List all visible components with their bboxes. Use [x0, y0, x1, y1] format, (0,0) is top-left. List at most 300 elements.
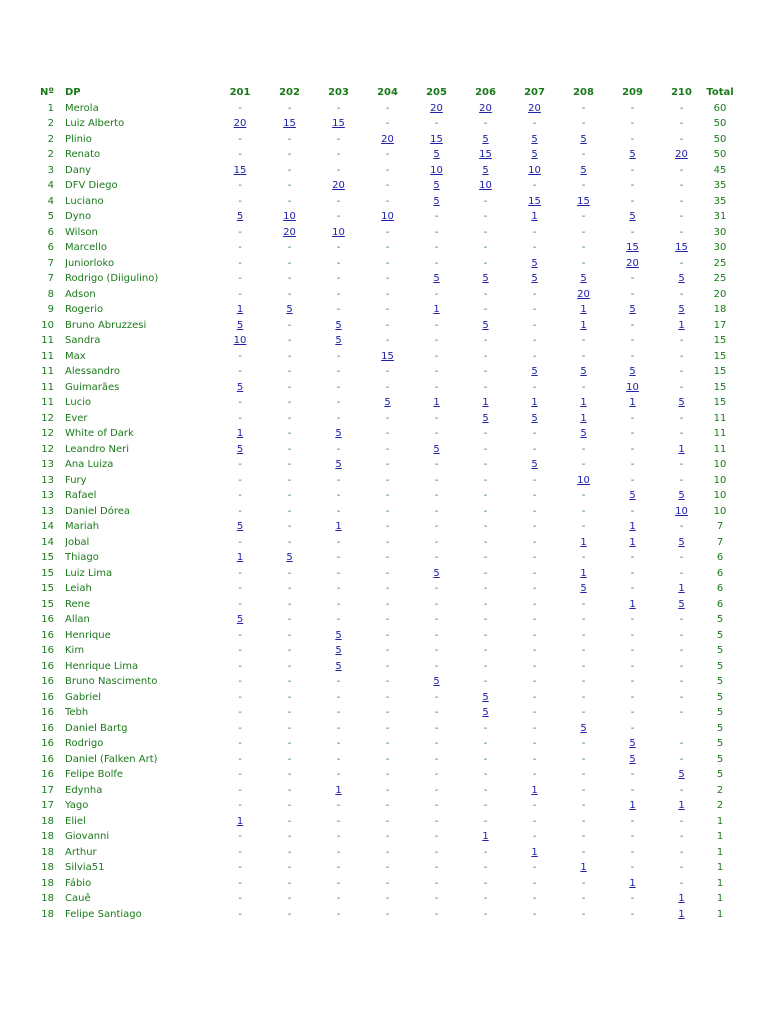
score-link[interactable]: 1 [580, 862, 587, 873]
score-link[interactable]: 1 [678, 443, 685, 455]
score-link[interactable]: 5 [580, 722, 587, 734]
position-cell: 16 [41, 707, 54, 718]
total-cell: 6 [716, 583, 724, 594]
score-cell [657, 163, 706, 179]
score-empty: - [630, 567, 635, 579]
score-empty: - [630, 893, 635, 904]
score-cell [314, 581, 363, 597]
score-cell [314, 907, 363, 923]
score-empty: - [434, 412, 439, 424]
score-cell [461, 860, 510, 876]
score-link[interactable]: 1 [433, 304, 440, 315]
score-link[interactable]: 15 [479, 149, 492, 160]
score-link[interactable]: 5 [433, 273, 440, 284]
score-link[interactable]: 1 [580, 319, 587, 331]
score-link[interactable]: 1 [531, 784, 538, 796]
score-empty: - [630, 443, 635, 455]
score-link[interactable]: 5 [482, 691, 489, 703]
score-cell [265, 535, 314, 551]
score-link[interactable]: 5 [335, 428, 342, 439]
score-link[interactable]: 5 [531, 257, 538, 269]
score-link[interactable]: 5 [629, 753, 636, 765]
score-empty: - [238, 800, 242, 811]
player-name-cell: Edynha [65, 784, 103, 796]
score-cell [559, 411, 608, 427]
score-empty: - [287, 660, 292, 672]
score-empty: - [630, 552, 635, 563]
score-cell [559, 736, 608, 752]
position-cell: 16 [41, 629, 54, 641]
score-empty: - [336, 443, 341, 455]
score-link[interactable]: 20 [577, 288, 590, 300]
round-header: 202 [279, 87, 300, 98]
score-cell [461, 829, 510, 845]
score-link[interactable]: 15 [626, 242, 639, 253]
score-empty: - [532, 676, 537, 687]
score-empty: - [238, 257, 242, 269]
score-empty: - [483, 722, 488, 734]
table-row [34, 767, 734, 783]
score-cell [363, 287, 412, 303]
score-link[interactable]: 15 [381, 350, 394, 362]
position-cell: 16 [41, 645, 54, 656]
score-empty: - [483, 288, 488, 300]
score-empty: - [630, 614, 635, 625]
score-link[interactable]: 1 [236, 815, 244, 827]
table-row [34, 643, 734, 659]
table-row [34, 597, 734, 613]
score-cell [608, 612, 657, 628]
score-cell [510, 132, 559, 148]
score-cell [559, 519, 608, 535]
score-empty: - [238, 149, 242, 160]
score-link[interactable]: 15 [577, 195, 590, 207]
score-link[interactable]: 1 [335, 521, 342, 532]
score-empty: - [581, 180, 586, 191]
score-link[interactable]: 1 [236, 428, 244, 439]
score-link[interactable]: 1 [580, 412, 587, 424]
score-cell [314, 721, 363, 737]
score-cell [657, 581, 706, 597]
score-cell [412, 891, 461, 907]
score-link[interactable]: 5 [580, 366, 587, 377]
score-link[interactable]: 20 [675, 149, 688, 160]
score-empty: - [532, 428, 537, 439]
score-link[interactable]: 10 [332, 226, 345, 238]
score-link[interactable]: 5 [236, 614, 244, 625]
score-cell [657, 519, 706, 535]
score-link[interactable]: 15 [675, 242, 688, 253]
score-empty: - [679, 350, 684, 362]
score-empty: - [238, 273, 242, 284]
score-link[interactable]: 1 [335, 784, 342, 796]
score-empty: - [336, 707, 341, 718]
score-link[interactable]: 5 [531, 149, 538, 160]
score-empty: - [385, 505, 390, 517]
score-cell [608, 240, 657, 256]
score-cell [608, 287, 657, 303]
score-cell [510, 891, 559, 907]
score-cell [412, 473, 461, 489]
score-link[interactable]: 5 [236, 381, 244, 393]
score-link[interactable]: 10 [381, 211, 394, 222]
score-link[interactable]: 20 [381, 133, 394, 145]
score-link[interactable]: 5 [531, 412, 538, 424]
score-cell [363, 767, 412, 783]
position-cell: 16 [41, 769, 54, 780]
score-link[interactable]: 5 [531, 459, 538, 470]
table-row [34, 132, 734, 148]
score-link[interactable]: 5 [335, 645, 342, 656]
score-link[interactable]: 1 [580, 536, 587, 548]
position-cell: 7 [47, 273, 54, 284]
score-cell [608, 814, 657, 830]
score-link[interactable]: 10 [577, 474, 590, 486]
score-cell [363, 101, 412, 117]
score-link[interactable]: 5 [433, 180, 440, 191]
score-cell [510, 690, 559, 706]
score-link[interactable]: 1 [678, 908, 685, 920]
score-cell [412, 783, 461, 799]
score-empty: - [385, 583, 390, 594]
score-link[interactable]: 1 [580, 397, 587, 408]
score-link[interactable]: 1 [531, 846, 538, 858]
score-empty: - [434, 629, 439, 641]
score-empty: - [238, 490, 242, 501]
score-cell [412, 442, 461, 458]
score-link[interactable]: 5 [580, 273, 587, 284]
player-name-cell: Leandro Neri [65, 443, 130, 455]
score-link[interactable]: 5 [580, 428, 587, 439]
score-link[interactable]: 5 [629, 738, 636, 749]
score-empty: - [581, 831, 586, 842]
score-link[interactable]: 5 [629, 490, 636, 501]
score-empty: - [385, 552, 390, 563]
score-link[interactable]: 1 [629, 536, 636, 548]
score-cell [314, 473, 363, 489]
score-link[interactable]: 5 [678, 536, 685, 548]
score-empty: - [532, 567, 537, 579]
score-cell [657, 101, 706, 117]
score-cell [215, 597, 265, 613]
score-empty: - [679, 164, 684, 176]
score-link[interactable]: 5 [236, 521, 244, 532]
score-link[interactable]: 1 [482, 397, 489, 408]
score-link[interactable]: 5 [580, 583, 587, 594]
score-cell [314, 488, 363, 504]
score-cell [608, 566, 657, 582]
table-row [34, 240, 734, 256]
table-row [34, 736, 734, 752]
score-empty: - [238, 459, 242, 470]
score-link[interactable]: 1 [629, 521, 636, 532]
score-link[interactable]: 5 [335, 660, 342, 672]
score-link[interactable]: 10 [675, 505, 688, 517]
score-link[interactable]: 1 [580, 567, 587, 579]
score-link[interactable]: 10 [528, 164, 541, 176]
score-cell [265, 690, 314, 706]
score-empty: - [238, 831, 242, 842]
score-link[interactable]: 20 [283, 226, 296, 238]
score-cell [657, 876, 706, 892]
score-cell [510, 550, 559, 566]
total-cell: 2 [716, 784, 724, 796]
player-name-cell: Bruno Abruzzesi [65, 319, 147, 331]
score-cell [215, 566, 265, 582]
score-cell [314, 535, 363, 551]
score-cell [363, 302, 412, 318]
score-empty: - [336, 195, 341, 207]
score-cell [265, 612, 314, 628]
score-cell [608, 659, 657, 675]
player-name-cell: Yago [65, 800, 89, 811]
score-empty: - [679, 366, 684, 377]
score-empty: - [630, 335, 635, 346]
score-empty: - [385, 784, 390, 796]
score-link[interactable]: 5 [531, 133, 538, 145]
score-cell [215, 395, 265, 411]
score-empty: - [336, 583, 341, 594]
score-link[interactable]: 1 [678, 583, 685, 594]
score-cell [608, 581, 657, 597]
score-link[interactable]: 5 [286, 552, 293, 563]
score-link[interactable]: 1 [580, 304, 587, 315]
score-cell [657, 597, 706, 613]
score-link[interactable]: 20 [479, 102, 492, 114]
score-cell [559, 612, 608, 628]
score-empty: - [336, 273, 341, 284]
score-link[interactable]: 20 [233, 118, 247, 129]
score-link[interactable]: 1 [531, 211, 538, 222]
score-empty: - [385, 335, 390, 346]
score-link[interactable]: 1 [629, 877, 636, 889]
score-link[interactable]: 5 [531, 366, 538, 377]
score-empty: - [385, 226, 390, 238]
score-link[interactable]: 20 [528, 102, 541, 114]
score-cell [461, 690, 510, 706]
score-link[interactable]: 5 [482, 273, 489, 284]
score-cell [608, 457, 657, 473]
score-link[interactable]: 15 [283, 118, 296, 129]
score-cell [461, 535, 510, 551]
score-empty: - [336, 722, 341, 734]
score-cell [657, 891, 706, 907]
score-link[interactable]: 15 [430, 133, 443, 145]
score-link[interactable]: 1 [629, 598, 636, 610]
score-cell [461, 333, 510, 349]
score-link[interactable]: 5 [629, 366, 636, 377]
score-empty: - [679, 180, 684, 191]
score-cell [215, 302, 265, 318]
score-cell [314, 287, 363, 303]
score-empty: - [238, 350, 242, 362]
score-cell [608, 132, 657, 148]
score-link[interactable]: 5 [433, 149, 440, 160]
score-cell [461, 907, 510, 923]
table-row [34, 535, 734, 551]
score-link[interactable]: 5 [629, 211, 636, 222]
score-link[interactable]: 1 [531, 397, 538, 408]
score-cell [461, 116, 510, 132]
score-cell [314, 860, 363, 876]
score-link[interactable]: 5 [286, 304, 293, 315]
score-cell [314, 566, 363, 582]
score-cell [363, 163, 412, 179]
score-cell [265, 256, 314, 272]
score-empty: - [581, 335, 586, 346]
score-link[interactable]: 5 [629, 304, 636, 315]
score-link[interactable]: 5 [629, 149, 636, 160]
score-cell [608, 256, 657, 272]
score-link[interactable]: 5 [678, 769, 685, 780]
score-link[interactable]: 5 [482, 164, 489, 176]
score-empty: - [238, 893, 242, 904]
score-link[interactable]: 5 [236, 443, 244, 455]
score-link[interactable]: 5 [580, 133, 587, 145]
score-empty: - [581, 769, 586, 780]
score-cell [559, 302, 608, 318]
score-empty: - [336, 753, 341, 765]
score-cell [559, 550, 608, 566]
score-link[interactable]: 5 [482, 319, 489, 331]
score-link[interactable]: 5 [384, 397, 391, 408]
score-link[interactable]: 5 [433, 195, 440, 207]
score-link[interactable]: 10 [283, 211, 296, 222]
score-link[interactable]: 10 [233, 335, 247, 346]
score-link[interactable]: 5 [433, 443, 440, 455]
score-link[interactable]: 5 [236, 319, 244, 331]
player-name-cell: Ever [65, 412, 88, 424]
score-empty: - [287, 428, 292, 439]
score-link[interactable]: 1 [236, 552, 244, 563]
score-cell [265, 876, 314, 892]
score-empty: - [238, 629, 242, 641]
total-cell: 15 [713, 335, 727, 346]
score-cell [510, 101, 559, 117]
score-empty: - [532, 877, 537, 889]
score-cell [265, 643, 314, 659]
score-link[interactable]: 1 [629, 397, 636, 408]
score-link[interactable]: 5 [678, 273, 685, 284]
score-cell [412, 876, 461, 892]
score-cell [608, 736, 657, 752]
score-link[interactable]: 5 [335, 459, 342, 470]
score-empty: - [483, 335, 488, 346]
score-empty: - [385, 459, 390, 470]
score-cell [363, 225, 412, 241]
score-cell [215, 628, 265, 644]
score-cell [363, 550, 412, 566]
score-cell [608, 829, 657, 845]
score-link[interactable]: 1 [678, 893, 685, 904]
score-link[interactable]: 20 [430, 102, 443, 114]
score-cell [265, 798, 314, 814]
score-cell [265, 659, 314, 675]
score-empty: - [581, 459, 586, 470]
score-link[interactable]: 5 [580, 164, 587, 176]
score-link[interactable]: 5 [482, 133, 489, 145]
score-link[interactable]: 5 [433, 567, 440, 579]
round-header: 204 [377, 87, 398, 98]
table-row [34, 504, 734, 520]
score-link[interactable]: 5 [678, 490, 685, 501]
score-link[interactable]: 10 [430, 164, 443, 176]
score-link[interactable]: 5 [335, 335, 342, 346]
score-link[interactable]: 1 [433, 397, 440, 408]
score-empty: - [336, 877, 341, 889]
player-name-cell: Adson [65, 288, 96, 300]
score-link[interactable]: 5 [678, 397, 685, 408]
score-empty: - [287, 505, 292, 517]
score-link[interactable]: 15 [233, 164, 247, 176]
score-empty: - [581, 738, 586, 749]
score-empty: - [630, 133, 635, 145]
score-link[interactable]: 5 [433, 676, 440, 687]
position-cell: 17 [41, 784, 54, 796]
score-link[interactable]: 20 [626, 257, 639, 269]
score-link[interactable]: 5 [236, 211, 244, 222]
score-link[interactable]: 10 [626, 381, 639, 393]
score-empty: - [336, 149, 341, 160]
table-row [34, 519, 734, 535]
score-link[interactable]: 5 [482, 412, 489, 424]
round-header: 205 [426, 87, 447, 98]
score-empty: - [581, 381, 586, 393]
position-cell: 16 [41, 660, 54, 672]
score-empty: - [532, 536, 537, 548]
score-link[interactable]: 1 [236, 304, 244, 315]
score-cell [461, 628, 510, 644]
score-link[interactable]: 5 [482, 707, 489, 718]
score-link[interactable]: 1 [482, 831, 489, 842]
score-link[interactable]: 10 [479, 180, 492, 191]
score-empty: - [434, 242, 439, 253]
score-link[interactable]: 5 [531, 273, 538, 284]
score-link[interactable]: 5 [678, 304, 685, 315]
score-empty: - [483, 598, 488, 610]
score-cell [510, 209, 559, 225]
score-cell [265, 550, 314, 566]
score-empty: - [630, 118, 635, 129]
score-cell [215, 504, 265, 520]
score-cell [363, 333, 412, 349]
score-cell [461, 426, 510, 442]
score-cell [412, 566, 461, 582]
score-link[interactable]: 5 [335, 319, 342, 331]
score-empty: - [532, 381, 537, 393]
score-link[interactable]: 15 [332, 118, 345, 129]
score-cell [363, 597, 412, 613]
score-link[interactable]: 1 [678, 319, 685, 331]
score-link[interactable]: 5 [335, 629, 342, 641]
score-cell [265, 225, 314, 241]
score-cell [215, 519, 265, 535]
score-cell [657, 550, 706, 566]
score-cell [559, 271, 608, 287]
score-cell [363, 535, 412, 551]
score-cell [461, 814, 510, 830]
total-cell: 10 [713, 490, 727, 501]
score-empty: - [630, 474, 635, 486]
score-link[interactable]: 15 [528, 195, 541, 207]
score-link[interactable]: 20 [332, 180, 345, 191]
score-empty: - [434, 815, 439, 827]
score-link[interactable]: 5 [678, 598, 685, 610]
score-empty: - [679, 474, 684, 486]
score-link[interactable]: 1 [678, 800, 685, 811]
score-empty: - [434, 722, 439, 734]
score-link[interactable]: 1 [629, 800, 636, 811]
